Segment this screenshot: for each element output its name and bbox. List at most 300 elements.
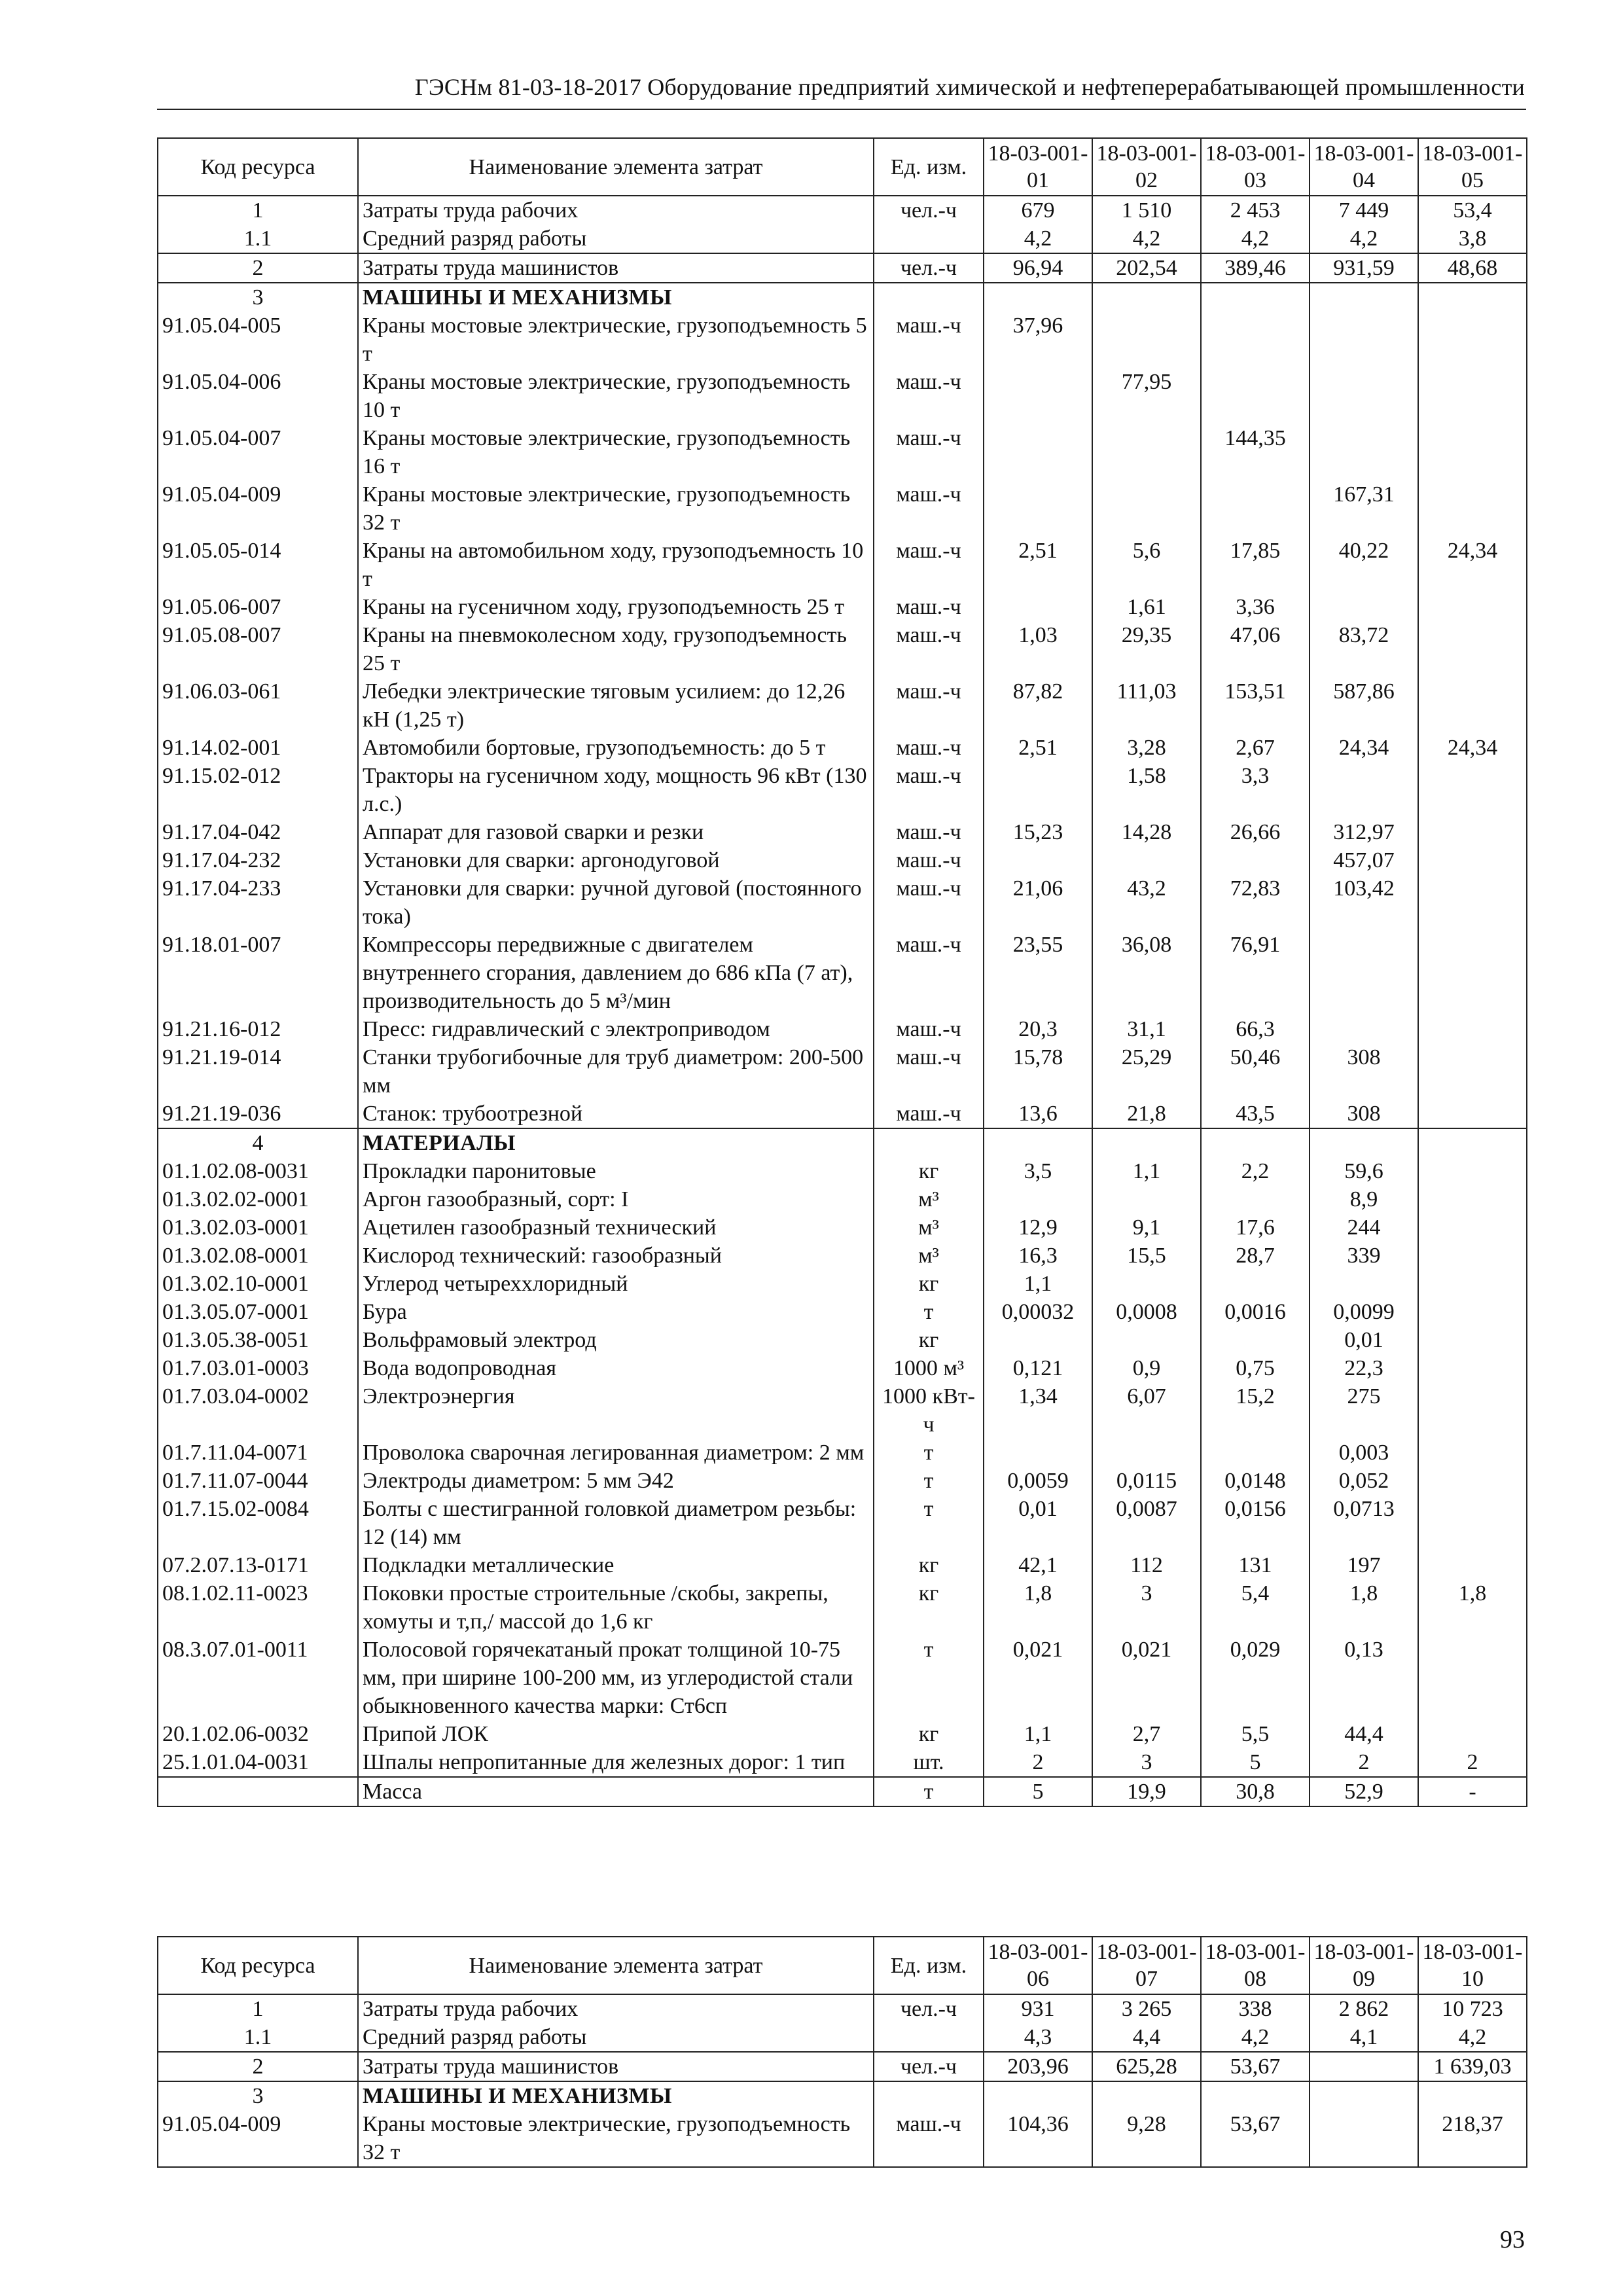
cost-element-name: Краны на гусеничном ходу, грузоподъемность 25 т xyxy=(358,593,874,621)
value-cell: 275 xyxy=(1310,1382,1418,1439)
value-cell: 2 xyxy=(984,1748,1092,1777)
value-cell xyxy=(1201,1185,1310,1213)
resource-code: 01.3.05.07-0001 xyxy=(158,1298,358,1326)
unit-of-measure: шт. xyxy=(874,1748,984,1777)
unit-of-measure: 1000 м³ xyxy=(874,1354,984,1382)
resource-code: 01.3.02.03-0001 xyxy=(158,1213,358,1242)
value-cell: 9,1 xyxy=(1092,1213,1201,1242)
unit-of-measure: маш.-ч xyxy=(874,368,984,424)
resource-code: 91.06.03-061 xyxy=(158,677,358,734)
unit-of-measure: т xyxy=(874,1777,984,1806)
value-cell: 2,67 xyxy=(1201,734,1310,762)
resource-code: 3 xyxy=(158,2081,358,2110)
unit-of-measure: маш.-ч xyxy=(874,734,984,762)
resource-code: 25.1.01.04-0031 xyxy=(158,1748,358,1777)
unit-of-measure xyxy=(874,2081,984,2110)
value-cell xyxy=(1201,2081,1310,2110)
table-row xyxy=(158,931,1527,1015)
value-cell: 2 862 xyxy=(1310,1994,1418,2023)
value-cell: 0,052 xyxy=(1310,1467,1418,1495)
table-row xyxy=(158,424,1527,480)
cost-element-name: Болты с шестигранной головкой диаметром резьбы: 12 (14) мм xyxy=(358,1495,874,1551)
value-cell: 77,95 xyxy=(1092,368,1201,424)
value-cell: 15,78 xyxy=(984,1043,1092,1100)
cost-element-name: МАТЕРИАЛЫ xyxy=(358,1128,874,1157)
value-cell: 3,28 xyxy=(1092,734,1201,762)
value-cell: 2,51 xyxy=(984,537,1092,593)
value-cell xyxy=(1201,1439,1310,1467)
value-cell xyxy=(1418,2081,1527,2110)
unit-of-measure: чел.-ч xyxy=(874,253,984,283)
value-cell xyxy=(1418,1551,1527,1579)
resource-code: 91.05.04-009 xyxy=(158,2110,358,2167)
value-cell: 931 xyxy=(984,1994,1092,2023)
resource-code: 01.3.02.08-0001 xyxy=(158,1242,358,1270)
value-cell xyxy=(1310,1270,1418,1298)
value-cell: 14,28 xyxy=(1092,818,1201,846)
value-cell xyxy=(984,368,1092,424)
value-cell: 6,07 xyxy=(1092,1382,1201,1439)
cost-element-name: Масса xyxy=(358,1777,874,1806)
table-row xyxy=(158,1157,1527,1185)
unit-of-measure: маш.-ч xyxy=(874,480,984,537)
value-cell xyxy=(1418,1015,1527,1043)
value-cell: 0,0148 xyxy=(1201,1467,1310,1495)
cost-element-name: Установки для сварки: аргонодуговой xyxy=(358,846,874,874)
value-cell xyxy=(1310,312,1418,368)
unit-of-measure: т xyxy=(874,1636,984,1720)
value-cell: 202,54 xyxy=(1092,253,1201,283)
table-row xyxy=(158,1579,1527,1636)
page-number: 93 xyxy=(1500,2226,1525,2253)
resource-code: 01.3.05.38-0051 xyxy=(158,1326,358,1354)
value-cell xyxy=(1092,846,1201,874)
value-cell: 111,03 xyxy=(1092,677,1201,734)
value-cell xyxy=(1418,283,1527,312)
resource-code: 01.7.11.04-0071 xyxy=(158,1439,358,1467)
value-cell: 153,51 xyxy=(1201,677,1310,734)
value-cell: 1,1 xyxy=(1092,1157,1201,1185)
table-row xyxy=(158,1467,1527,1495)
value-cell xyxy=(984,846,1092,874)
unit-of-measure: т xyxy=(874,1495,984,1551)
value-cell: 2 453 xyxy=(1201,196,1310,224)
value-cell xyxy=(1418,1326,1527,1354)
value-cell: 36,08 xyxy=(1092,931,1201,1015)
value-cell: 3 xyxy=(1092,1748,1201,1777)
resource-code: 01.3.02.02-0001 xyxy=(158,1185,358,1213)
value-cell: 23,55 xyxy=(984,931,1092,1015)
cost-element-name: Средний разряд работы xyxy=(358,2023,874,2052)
resource-code: 3 xyxy=(158,283,358,312)
cost-element-name: Полосовой горячекатаный прокат толщиной 10-75 мм, при ширине 100-200 мм, из углеродистой стали обыкновенного качества марки: Ст6сп xyxy=(358,1636,874,1720)
value-cell: 9,28 xyxy=(1092,2110,1201,2167)
unit-of-measure: маш.-ч xyxy=(874,874,984,931)
column-header: 18-03-001-08 xyxy=(1201,1937,1310,1994)
value-cell: 29,35 xyxy=(1092,621,1201,677)
table-row xyxy=(158,1298,1527,1326)
table-row xyxy=(158,846,1527,874)
cost-element-name: Установки для сварки: ручной дуговой (постоянного тока) xyxy=(358,874,874,931)
value-cell: 47,06 xyxy=(1201,621,1310,677)
value-cell: 112 xyxy=(1092,1551,1201,1579)
table-row xyxy=(158,1720,1527,1748)
value-cell: 103,42 xyxy=(1310,874,1418,931)
cost-element-name: Затраты труда машинистов xyxy=(358,253,874,283)
table-row xyxy=(158,818,1527,846)
unit-of-measure: т xyxy=(874,1298,984,1326)
value-cell: 25,29 xyxy=(1092,1043,1201,1100)
value-cell: 218,37 xyxy=(1418,2110,1527,2167)
value-cell xyxy=(1418,1157,1527,1185)
value-cell: 1 510 xyxy=(1092,196,1201,224)
section-row xyxy=(158,2081,1527,2110)
value-cell xyxy=(1418,874,1527,931)
value-cell: 0,01 xyxy=(1310,1326,1418,1354)
cost-element-name: Углерод четыреххлоридный xyxy=(358,1270,874,1298)
resource-code: 91.15.02-012 xyxy=(158,762,358,818)
cost-element-name: Компрессоры передвижные с двигателем внутреннего сгорания, давлением до 686 кПа (7 ат), производительность до 5 м³/мин xyxy=(358,931,874,1015)
table-row xyxy=(158,2023,1527,2052)
cost-element-name: Станок: трубоотрезной xyxy=(358,1100,874,1128)
cost-element-name: Поковки простые строительные /скобы, закрепы, хомуты и т,п,/ массой до 1,6 кг xyxy=(358,1579,874,1636)
value-cell xyxy=(984,480,1092,537)
resource-table-2 xyxy=(157,1936,1527,2168)
value-cell xyxy=(1310,931,1418,1015)
value-cell: 338 xyxy=(1201,1994,1310,2023)
value-cell: 31,1 xyxy=(1092,1015,1201,1043)
unit-of-measure: т xyxy=(874,1467,984,1495)
value-cell xyxy=(1418,818,1527,846)
value-cell xyxy=(1310,593,1418,621)
resource-code: 2 xyxy=(158,253,358,283)
column-header: Наименование элемента затрат xyxy=(358,138,874,196)
table-row xyxy=(158,593,1527,621)
header-divider xyxy=(157,109,1526,110)
value-cell xyxy=(1310,1128,1418,1157)
value-cell: 0,0059 xyxy=(984,1467,1092,1495)
unit-of-measure: маш.-ч xyxy=(874,1100,984,1128)
value-cell: 625,28 xyxy=(1092,2052,1201,2081)
value-cell xyxy=(1092,312,1201,368)
table-body xyxy=(158,196,1527,1806)
resource-code: 01.7.11.07-0044 xyxy=(158,1467,358,1495)
resource-code: 91.05.05-014 xyxy=(158,537,358,593)
value-cell: 1 639,03 xyxy=(1418,2052,1527,2081)
unit-of-measure: кг xyxy=(874,1720,984,1748)
table-row xyxy=(158,312,1527,368)
table-row xyxy=(158,537,1527,593)
resource-code: 2 xyxy=(158,2052,358,2081)
value-cell: 96,94 xyxy=(984,253,1092,283)
value-cell: 26,66 xyxy=(1201,818,1310,846)
value-cell xyxy=(1418,1100,1527,1128)
value-cell xyxy=(1201,480,1310,537)
cost-element-name: Затраты труда рабочих xyxy=(358,196,874,224)
resource-table-1 xyxy=(157,137,1527,1807)
value-cell: 4,1 xyxy=(1310,2023,1418,2052)
table-row xyxy=(158,224,1527,253)
value-cell: 4,4 xyxy=(1092,2023,1201,2052)
value-cell xyxy=(1092,1270,1201,1298)
value-cell: 42,1 xyxy=(984,1551,1092,1579)
unit-of-measure: м³ xyxy=(874,1185,984,1213)
value-cell xyxy=(1310,424,1418,480)
value-cell: 0,00032 xyxy=(984,1298,1092,1326)
table-row xyxy=(158,1242,1527,1270)
table-row xyxy=(158,196,1527,224)
value-cell: 24,34 xyxy=(1418,734,1527,762)
value-cell xyxy=(1418,1495,1527,1551)
table-row xyxy=(158,1748,1527,1777)
table-row xyxy=(158,1994,1527,2023)
value-cell: 312,97 xyxy=(1310,818,1418,846)
resource-code: 1 xyxy=(158,1994,358,2023)
value-cell xyxy=(1418,480,1527,537)
value-cell xyxy=(1418,1128,1527,1157)
value-cell: 197 xyxy=(1310,1551,1418,1579)
resource-code: 01.3.02.10-0001 xyxy=(158,1270,358,1298)
value-cell: 2,2 xyxy=(1201,1157,1310,1185)
column-header: Ед. изм. xyxy=(874,138,984,196)
value-cell: 1,1 xyxy=(984,1720,1092,1748)
table-row xyxy=(158,677,1527,734)
value-cell: 1,03 xyxy=(984,621,1092,677)
value-cell: 15,2 xyxy=(1201,1382,1310,1439)
unit-of-measure: маш.-ч xyxy=(874,818,984,846)
value-cell: 24,34 xyxy=(1418,537,1527,593)
unit-of-measure: кг xyxy=(874,1326,984,1354)
cost-element-name: Краны мостовые электрические, грузоподъемность 5 т xyxy=(358,312,874,368)
cost-element-name: МАШИНЫ И МЕХАНИЗМЫ xyxy=(358,2081,874,2110)
value-cell: 22,3 xyxy=(1310,1354,1418,1382)
value-cell xyxy=(1418,1185,1527,1213)
value-cell: 20,3 xyxy=(984,1015,1092,1043)
resource-code: 1 xyxy=(158,196,358,224)
unit-of-measure: 1000 кВт-ч xyxy=(874,1382,984,1439)
cost-element-name: Краны на автомобильном ходу, грузоподъемность 10 т xyxy=(358,537,874,593)
value-cell xyxy=(1418,1213,1527,1242)
value-cell: 1,1 xyxy=(984,1270,1092,1298)
value-cell: 53,67 xyxy=(1201,2052,1310,2081)
cost-element-name: Ацетилен газообразный технический xyxy=(358,1213,874,1242)
unit-of-measure: маш.-ч xyxy=(874,762,984,818)
unit-of-measure: маш.-ч xyxy=(874,1015,984,1043)
resource-code: 91.17.04-233 xyxy=(158,874,358,931)
value-cell: 50,46 xyxy=(1201,1043,1310,1100)
value-cell: 19,9 xyxy=(1092,1777,1201,1806)
table-row xyxy=(158,734,1527,762)
value-cell: 5 xyxy=(984,1777,1092,1806)
value-cell xyxy=(984,1128,1092,1157)
value-cell: 4,3 xyxy=(984,2023,1092,2052)
resource-code: 91.05.04-007 xyxy=(158,424,358,480)
cost-element-name: Станки трубогибочные для труб диаметром: 200-500 мм xyxy=(358,1043,874,1100)
section-row xyxy=(158,1128,1527,1157)
cost-element-name: Электроэнергия xyxy=(358,1382,874,1439)
value-cell xyxy=(1201,1128,1310,1157)
value-cell xyxy=(1201,283,1310,312)
value-cell: 0,9 xyxy=(1092,1354,1201,1382)
value-cell xyxy=(1418,1354,1527,1382)
value-cell: 0,0016 xyxy=(1201,1298,1310,1326)
value-cell xyxy=(984,593,1092,621)
value-cell: 167,31 xyxy=(1310,480,1418,537)
unit-of-measure: маш.-ч xyxy=(874,593,984,621)
unit-of-measure xyxy=(874,224,984,253)
page-header: ГЭСНм 81-03-18-2017 Оборудование предприятий химической и нефтеперерабатывающей промышленности xyxy=(414,74,1525,100)
value-cell: 83,72 xyxy=(1310,621,1418,677)
cost-element-name: Подкладки металлические xyxy=(358,1551,874,1579)
value-cell xyxy=(1418,1382,1527,1439)
value-cell xyxy=(1092,1185,1201,1213)
unit-of-measure: маш.-ч xyxy=(874,846,984,874)
table-row xyxy=(158,253,1527,283)
value-cell: 2,51 xyxy=(984,734,1092,762)
unit-of-measure xyxy=(874,1128,984,1157)
cost-element-name: Припой ЛОК xyxy=(358,1720,874,1748)
column-header: 18-03-001-01 xyxy=(984,138,1092,196)
cost-element-name: Аппарат для газовой сварки и резки xyxy=(358,818,874,846)
value-cell xyxy=(1092,283,1201,312)
value-cell xyxy=(1310,2052,1418,2081)
value-cell: 587,86 xyxy=(1310,677,1418,734)
value-cell: 0,003 xyxy=(1310,1439,1418,1467)
value-cell: - xyxy=(1418,1777,1527,1806)
value-cell: 3 265 xyxy=(1092,1994,1201,2023)
value-cell xyxy=(1418,846,1527,874)
table-row xyxy=(158,1100,1527,1128)
value-cell xyxy=(1092,1128,1201,1157)
column-header: 18-03-001-09 xyxy=(1310,1937,1418,1994)
value-cell: 0,13 xyxy=(1310,1636,1418,1720)
resource-code: 91.21.19-014 xyxy=(158,1043,358,1100)
cost-element-name: Проволока сварочная легированная диаметром: 2 мм xyxy=(358,1439,874,1467)
table-row xyxy=(158,480,1527,537)
value-cell: 53,67 xyxy=(1201,2110,1310,2167)
value-cell: 13,6 xyxy=(984,1100,1092,1128)
value-cell xyxy=(984,762,1092,818)
value-cell: 2 xyxy=(1418,1748,1527,1777)
value-cell xyxy=(984,1326,1092,1354)
resource-code: 91.21.19-036 xyxy=(158,1100,358,1128)
value-cell: 1,8 xyxy=(984,1579,1092,1636)
resource-code: 08.1.02.11-0023 xyxy=(158,1579,358,1636)
table-row xyxy=(158,1326,1527,1354)
resource-code: 91.05.06-007 xyxy=(158,593,358,621)
value-cell xyxy=(1310,2110,1418,2167)
value-cell: 389,46 xyxy=(1201,253,1310,283)
value-cell xyxy=(1418,424,1527,480)
value-cell xyxy=(1201,1270,1310,1298)
value-cell: 0,01 xyxy=(984,1495,1092,1551)
unit-of-measure: чел.-ч xyxy=(874,2052,984,2081)
value-cell: 3,3 xyxy=(1201,762,1310,818)
table-row xyxy=(158,1439,1527,1467)
resource-code: 01.7.15.02-0084 xyxy=(158,1495,358,1551)
table-row xyxy=(158,1185,1527,1213)
value-cell: 66,3 xyxy=(1201,1015,1310,1043)
value-cell xyxy=(1201,368,1310,424)
value-cell xyxy=(1418,593,1527,621)
value-cell: 4,2 xyxy=(984,224,1092,253)
value-cell: 3,36 xyxy=(1201,593,1310,621)
unit-of-measure: кг xyxy=(874,1551,984,1579)
table-row xyxy=(158,621,1527,677)
value-cell: 244 xyxy=(1310,1213,1418,1242)
column-header: Код ресурса xyxy=(158,138,358,196)
table-row xyxy=(158,1270,1527,1298)
value-cell: 3,5 xyxy=(984,1157,1092,1185)
value-cell: 339 xyxy=(1310,1242,1418,1270)
value-cell xyxy=(1310,283,1418,312)
cost-element-name: Автомобили бортовые, грузоподъемность: до 5 т xyxy=(358,734,874,762)
value-cell xyxy=(1092,2081,1201,2110)
table-row xyxy=(158,368,1527,424)
value-cell: 144,35 xyxy=(1201,424,1310,480)
value-cell: 0,75 xyxy=(1201,1354,1310,1382)
value-cell: 8,9 xyxy=(1310,1185,1418,1213)
value-cell: 17,85 xyxy=(1201,537,1310,593)
unit-of-measure xyxy=(874,283,984,312)
value-cell xyxy=(1092,480,1201,537)
value-cell: 931,59 xyxy=(1310,253,1418,283)
unit-of-measure: чел.-ч xyxy=(874,196,984,224)
unit-of-measure xyxy=(874,2023,984,2052)
table-header-row xyxy=(158,1937,1527,1994)
value-cell xyxy=(1418,368,1527,424)
value-cell: 43,5 xyxy=(1201,1100,1310,1128)
cost-element-name: Затраты труда машинистов xyxy=(358,2052,874,2081)
unit-of-measure: т xyxy=(874,1439,984,1467)
value-cell xyxy=(1310,1015,1418,1043)
resource-code: 01.7.03.04-0002 xyxy=(158,1382,358,1439)
value-cell: 5,6 xyxy=(1092,537,1201,593)
value-cell xyxy=(984,283,1092,312)
value-cell: 12,9 xyxy=(984,1213,1092,1242)
value-cell xyxy=(1418,1242,1527,1270)
resource-code: 08.3.07.01-0011 xyxy=(158,1636,358,1720)
unit-of-measure: м³ xyxy=(874,1213,984,1242)
column-header: Код ресурса xyxy=(158,1937,358,1994)
value-cell: 0,121 xyxy=(984,1354,1092,1382)
cost-element-name: Прокладки паронитовые xyxy=(358,1157,874,1185)
column-header: 18-03-001-05 xyxy=(1418,138,1527,196)
value-cell: 7 449 xyxy=(1310,196,1418,224)
value-cell: 0,0087 xyxy=(1092,1495,1201,1551)
unit-of-measure: маш.-ч xyxy=(874,2110,984,2167)
value-cell xyxy=(1418,1270,1527,1298)
cost-element-name: Краны мостовые электрические, грузоподъемность 16 т xyxy=(358,424,874,480)
cost-element-name: Шпалы непропитанные для железных дорог: 1 тип xyxy=(358,1748,874,1777)
column-header: 18-03-001-10 xyxy=(1418,1937,1527,1994)
value-cell: 5 xyxy=(1201,1748,1310,1777)
value-cell: 131 xyxy=(1201,1551,1310,1579)
cost-element-name: Пресс: гидравлический с электроприводом xyxy=(358,1015,874,1043)
table-row xyxy=(158,1213,1527,1242)
table-row xyxy=(158,1551,1527,1579)
value-cell: 43,2 xyxy=(1092,874,1201,931)
column-header: Наименование элемента затрат xyxy=(358,1937,874,1994)
value-cell: 1,58 xyxy=(1092,762,1201,818)
value-cell xyxy=(1092,1439,1201,1467)
value-cell: 44,4 xyxy=(1310,1720,1418,1748)
value-cell: 4,2 xyxy=(1201,224,1310,253)
value-cell: 3 xyxy=(1092,1579,1201,1636)
value-cell xyxy=(1092,1326,1201,1354)
cost-element-name: Краны мостовые электрические, грузоподъемность 32 т xyxy=(358,2110,874,2167)
value-cell: 0,021 xyxy=(984,1636,1092,1720)
